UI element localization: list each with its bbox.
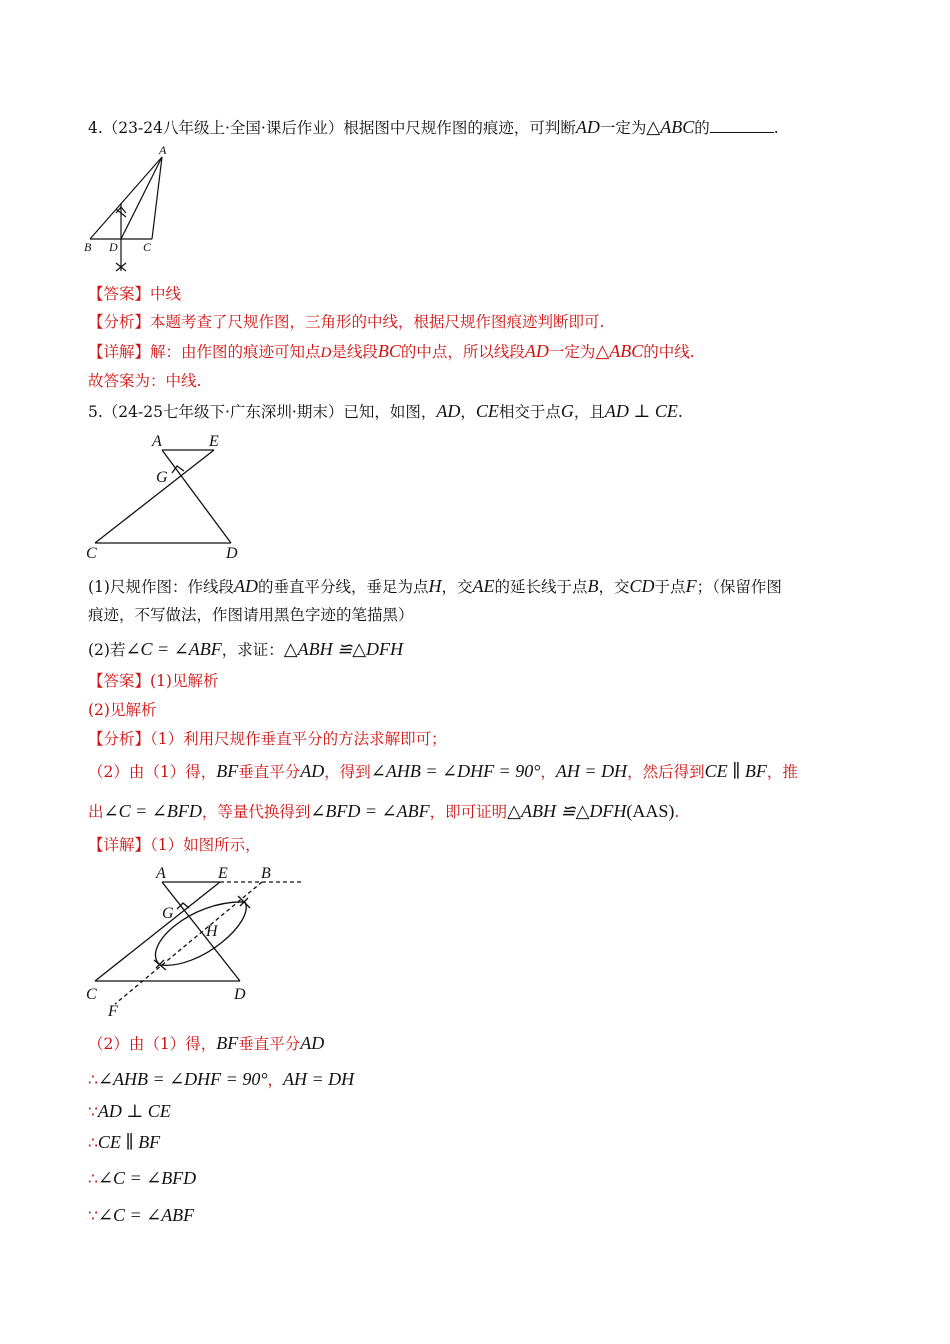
q5-construction-figure: [80, 862, 310, 1022]
q5-ad: AD: [436, 401, 461, 421]
q5-step4-eq: CE ∥ BF: [97, 1132, 161, 1152]
q5-step3: [88, 1100, 171, 1123]
q4-label-d: D: [109, 240, 118, 254]
q5-step3-eq: AD ⊥ CE: [97, 1101, 171, 1121]
q5-an2-text-f: ，推: [766, 763, 798, 781]
q4-label-b: B: [84, 240, 92, 254]
because-symbol: ∵: [88, 1103, 98, 1121]
q5-an3-text-b: ，等量代换得到: [201, 803, 311, 821]
q5-part1-text-f: 于点: [654, 578, 686, 596]
q4-side-ab: [90, 157, 162, 239]
q5-step2-eq1: ∠AHB = ∠DHF = 90°: [97, 1069, 268, 1089]
q4-side-ac: [152, 157, 162, 239]
q5-stem: [88, 400, 683, 423]
q4-ad: AD: [575, 117, 600, 137]
q5-period: .: [677, 403, 683, 421]
q4-final: 故答案为：中线.: [88, 372, 202, 390]
q5-ce: CE: [475, 401, 499, 421]
q5-an3-eq1: ∠C = ∠BFD: [103, 801, 202, 821]
q5-perp: AD ⊥ CE: [604, 401, 678, 421]
q5-part1: [88, 575, 782, 598]
q4-analysis: [88, 311, 604, 333]
q4-label-a: A: [159, 143, 167, 157]
q4-stem-text-b: 一定为: [599, 119, 647, 137]
q5-part1-text-a: (1)尺规作图：作线段: [88, 578, 234, 596]
q5-detail1: （1）如图所示，: [150, 836, 261, 854]
q5-analysis2: [88, 760, 798, 783]
q4-triangle: △ABC: [646, 117, 695, 137]
q4-figure: [80, 145, 180, 275]
q5-answer2: (2)见解析: [88, 701, 157, 719]
q4-detail-ad: AD: [524, 341, 549, 361]
fig2-label-h: H: [206, 923, 218, 940]
q4-detail-bc: BC: [377, 341, 401, 361]
q5-detail: [88, 834, 261, 856]
q5-part2-cong: △ABH ≌△DFH: [283, 639, 404, 659]
q5-an2-ad: AD: [300, 761, 325, 781]
q5-step1-text-a: （2）由（1）得，: [88, 1035, 217, 1053]
q5-step6: [88, 1204, 194, 1227]
therefore-symbol: ∴: [88, 1170, 98, 1188]
fig2-label-f: F: [108, 1003, 118, 1020]
q4-stem: [88, 116, 779, 139]
q5-an2-eq1: ∠AHB = ∠DHF = 90°: [370, 761, 541, 781]
q4-detail-text-b: 是线段: [331, 343, 378, 361]
q5-answer1: (1)见解析: [150, 672, 219, 690]
q4-answer-text: 中线: [150, 285, 182, 303]
q5-analysis1: （1）利用尺规作垂直平分的方法求解即可；: [150, 730, 447, 748]
q5-part1-text-g: ；（保留作图: [696, 578, 782, 596]
q4-detail-text-e: 一定为: [548, 343, 596, 361]
q5-comma: ，: [460, 403, 476, 421]
q5-an2-bf: BF: [216, 761, 239, 781]
q5-part1-text-e: ，交: [598, 578, 630, 596]
answer-tag: 【答案】: [88, 285, 151, 303]
q5-step6-eq: ∠C = ∠ABF: [97, 1205, 195, 1225]
q4-detail-text-a: 解：由作图的痕迹可知点: [150, 343, 321, 361]
q5-step1: [88, 1032, 324, 1055]
detail-tag: 【详解】: [88, 343, 151, 361]
q5-analysis: [88, 728, 447, 750]
q4-period: .: [773, 119, 779, 137]
q5-step1-ad: AD: [300, 1033, 325, 1053]
q5-an2-text-c: ，得到: [324, 763, 371, 781]
fig2-label-a: A: [156, 865, 166, 882]
q5-label-c: C: [86, 545, 97, 562]
fig2-label-e: E: [218, 865, 228, 882]
fig2-label-b: B: [261, 865, 271, 882]
q5-part1-b: B: [587, 576, 599, 596]
q5-part1-f: F: [685, 576, 697, 596]
analysis-tag: 【分析】: [88, 730, 151, 748]
q5-an3-cong: △ABH ≌△DFH: [507, 801, 627, 821]
q5-step2-eq2: AH = DH: [283, 1069, 355, 1089]
q5-part1-cont: 痕迹，不写做法，作图请用黑色字迹的笔描黑）: [88, 606, 414, 624]
q5-step5: [88, 1167, 196, 1190]
q4-detail: [88, 340, 695, 364]
q5-part2-text-a: (2)若: [88, 641, 126, 659]
answer-blank: [710, 118, 774, 133]
q5-step4: [88, 1131, 160, 1154]
q5-label-a: A: [152, 433, 162, 450]
q5-an2-text-b: 垂直平分: [238, 763, 301, 781]
q5-part1-text-d: 的延长线于点: [494, 578, 588, 596]
q4-analysis-text: 本题考查了尺规作图，三角形的中线，根据尺规作图痕迹判断即可.: [150, 313, 605, 331]
q5-part1-ad: AD: [233, 576, 258, 596]
q4-answer: [88, 283, 181, 305]
q5-an2-eq2: AH = DH: [555, 761, 628, 781]
q5-label-d: D: [226, 545, 238, 562]
q5-part1-text-c: ，交: [441, 578, 473, 596]
q5-g: G: [560, 401, 574, 421]
q5-stem-text: 5.（24-25七年级下·广东深圳·期末）已知，如图，: [88, 403, 437, 421]
because-symbol: ∵: [88, 1207, 98, 1225]
q5-part1-text-b: 的垂直平分线，垂足为点: [257, 578, 429, 596]
detail-tag: 【详解】: [88, 836, 151, 854]
fig2-label-c: C: [86, 986, 97, 1003]
q5-an2-parallel: CE ∥ BF: [704, 761, 767, 781]
q5-figure: [80, 428, 260, 568]
q5-part1-cd: CD: [629, 576, 655, 596]
q5-an2-text-d: ，: [540, 763, 556, 781]
q5-stem-text-c: ，且: [573, 403, 605, 421]
q5-an3-text-c: ，即可证明: [429, 803, 508, 821]
q5-part1-h: H: [428, 576, 442, 596]
q4-detail-text-c: 的中点，所以线段: [400, 343, 525, 361]
q4-stem-text-c: 的: [694, 119, 710, 137]
q5-step2: [88, 1068, 354, 1091]
q5-label-e: E: [209, 433, 219, 450]
fig2-label-g: G: [162, 905, 174, 922]
answer-tag: 【答案】: [88, 672, 151, 690]
q5-step5-eq: ∠C = ∠BFD: [97, 1168, 197, 1188]
q4-stem-text: 4.（23-24八年级上·全国·课后作业）根据图中尺规作图的痕迹，可判断: [88, 119, 576, 137]
analysis-tag: 【分析】: [88, 313, 151, 331]
therefore-symbol: ∴: [88, 1071, 98, 1089]
q5-an3-eq2: ∠BFD = ∠ABF: [310, 801, 430, 821]
q5-an3-aas: (AAS): [626, 801, 675, 821]
q5-part2-text-b: ，求证：: [221, 641, 284, 659]
therefore-symbol: ∴: [88, 1134, 98, 1152]
q5-answer: [88, 670, 218, 692]
q5-part2: [88, 638, 403, 661]
q5-part1-ae: AE: [472, 576, 495, 596]
q5-step1-text-b: 垂直平分: [238, 1035, 301, 1053]
q4-detail-triangle: △ABC: [595, 341, 644, 361]
q5-an2-text-a: （2）由（1）得，: [88, 763, 217, 781]
q5-an2-text-e: ，然后得到: [627, 763, 705, 781]
q4-label-c: C: [143, 240, 152, 254]
q5-stem-text-b: 相交于点: [498, 403, 561, 421]
q4-median-ad: [121, 157, 162, 239]
q4-detail-text-f: 的中线.: [643, 343, 695, 361]
fig2-label-d: D: [234, 986, 246, 1003]
q5-label-g: G: [156, 469, 168, 486]
q5-step2-sep: ，: [267, 1071, 284, 1089]
q4-detail-d: D: [320, 345, 332, 361]
q5-step1-bf: BF: [216, 1033, 239, 1053]
q5-an3-period: .: [674, 803, 680, 821]
q5-part2-eq: ∠C = ∠ABF: [125, 639, 222, 659]
q5-analysis3: [88, 800, 679, 823]
q5-an3-text-a: 出: [88, 803, 104, 821]
